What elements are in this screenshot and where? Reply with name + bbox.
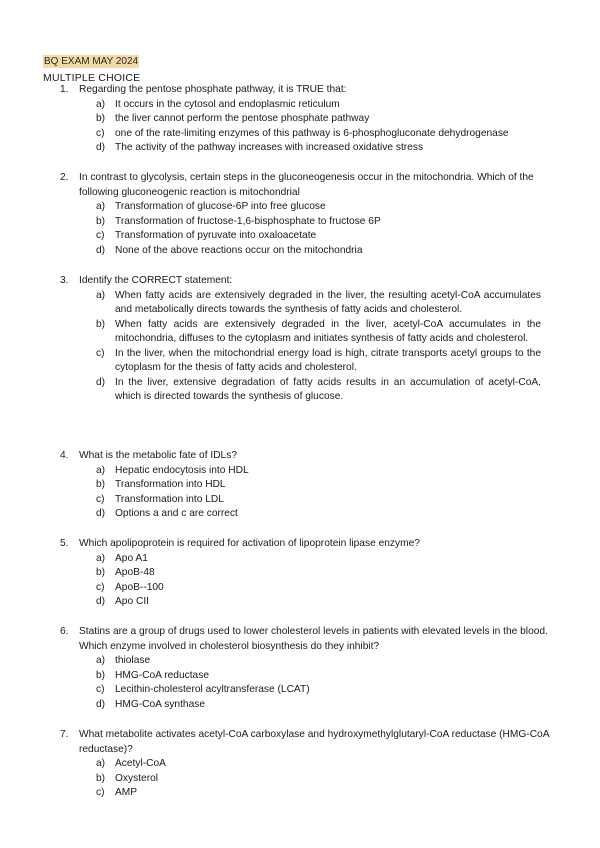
question-6 — [60, 625, 560, 712]
question-4 — [60, 449, 560, 522]
option-d[interactable] — [96, 376, 560, 405]
option-c[interactable] — [96, 127, 560, 142]
option-text: AMP — [115, 787, 138, 798]
option-label: d) — [96, 376, 106, 388]
question-text: What is the metabolic fate of IDLs? — [79, 450, 237, 461]
option-a[interactable] — [96, 200, 560, 215]
option-text: Oxysterol — [115, 772, 159, 784]
question-number: 3. — [60, 275, 69, 286]
option-label: c) — [96, 581, 105, 593]
question-3 — [60, 274, 560, 405]
option-text: Transformation of fructose-1,6-bisphosphate to fructose 6P — [115, 215, 381, 227]
question-text: Identify the CORRECT statement: — [79, 275, 233, 286]
option-label: c) — [96, 127, 105, 139]
option-a[interactable] — [96, 552, 560, 567]
option-text: HMG-CoA synthase — [115, 698, 206, 710]
option-d[interactable] — [96, 698, 560, 713]
option-label: d) — [96, 142, 106, 153]
option-label: d) — [96, 244, 106, 256]
option-d[interactable] — [96, 141, 560, 156]
option-label: b) — [96, 215, 106, 227]
option-label: a) — [96, 201, 106, 212]
exam-title: BQ EXAM MAY 2024 — [44, 56, 139, 67]
option-label: c) — [96, 787, 105, 798]
option-text: Acetyl-CoA — [115, 758, 166, 769]
question-number: 2. — [60, 172, 69, 183]
option-text: Options a and c are correct — [115, 508, 238, 519]
option-label: d) — [96, 596, 106, 607]
exam-header — [43, 55, 140, 85]
option-a[interactable] — [96, 98, 560, 113]
question-number: 4. — [60, 450, 69, 461]
option-text: In the liver, extensive degradation of fatty acids results in an accumulation of acetyl-CoA, which is directed towards the synthesis of glucose. — [115, 376, 541, 402]
option-c[interactable] — [96, 786, 560, 801]
option-a[interactable] — [96, 289, 560, 318]
option-list — [96, 98, 560, 156]
option-text: Transformation of glucose-6P into free glucose — [115, 201, 326, 212]
option-text: In the liver, when the mitochondrial energy load is high, citrate transports acetyl groups to the cytoplasm for the thesis of fatty acids and cholesterol. — [115, 347, 541, 373]
option-label: c) — [96, 230, 105, 241]
question-2 — [60, 171, 560, 258]
option-c[interactable] — [96, 581, 560, 596]
option-label: b) — [96, 318, 106, 330]
question-number: 6. — [60, 626, 69, 637]
option-label: a) — [96, 655, 106, 666]
option-c[interactable] — [96, 493, 560, 508]
option-c[interactable] — [96, 347, 560, 376]
option-a[interactable] — [96, 654, 560, 669]
option-label: d) — [96, 508, 106, 519]
option-b[interactable] — [96, 669, 560, 684]
option-text: Apo CII — [115, 596, 149, 607]
option-label: b) — [96, 772, 106, 784]
option-d[interactable] — [96, 595, 560, 610]
option-text: The activity of the pathway increases with increased oxidative stress — [115, 142, 424, 153]
option-list — [96, 552, 560, 610]
question-text: Statins are a group of drugs used to lower cholesterol levels in patients with elevated levels in the blood. Which enzyme involved in cholesterol biosynthesis do they inhibit? — [79, 626, 548, 652]
option-label: a) — [96, 552, 106, 564]
option-b[interactable] — [96, 112, 560, 127]
option-text: It occurs in the cytosol and endoplasmic reticulum — [115, 98, 340, 110]
question-text: What metabolite activates acetyl-CoA carboxylase and hydroxymethylglutaryl-CoA reductase (HMG-CoA reductase)? — [79, 729, 549, 755]
option-b[interactable] — [96, 772, 560, 787]
option-b[interactable] — [96, 318, 560, 347]
option-c[interactable] — [96, 229, 560, 244]
option-label: a) — [96, 758, 106, 769]
option-list — [96, 654, 560, 712]
option-a[interactable] — [96, 464, 560, 479]
option-list — [96, 757, 560, 801]
option-label: a) — [96, 464, 106, 476]
section-heading: MULTIPLE CHOICE — [43, 71, 141, 84]
question-number: 1. — [60, 84, 69, 95]
question-7 — [60, 728, 560, 801]
option-a[interactable] — [96, 757, 560, 772]
option-label: c) — [96, 684, 105, 695]
option-text: When fatty acids are extensively degraded in the liver, the resulting acetyl-CoA accumulates and metabolically directs towards the synthesis of fatty acids and cholesterol. — [115, 289, 541, 315]
option-c[interactable] — [96, 683, 560, 698]
option-text: HMG-CoA reductase — [115, 669, 209, 681]
option-text: Transformation of pyruvate into oxaloacetate — [115, 230, 317, 241]
option-text: Apo A1 — [115, 552, 148, 564]
question-1 — [60, 83, 560, 156]
option-label: b) — [96, 669, 106, 681]
option-b[interactable] — [96, 215, 560, 230]
option-list — [96, 289, 560, 405]
option-label: c) — [96, 493, 105, 505]
option-label: b) — [96, 567, 106, 578]
option-text: the liver cannot perform the pentose phosphate pathway — [115, 113, 370, 124]
option-text: ApoB--100 — [115, 581, 164, 593]
option-text: Transformation into LDL — [115, 493, 224, 505]
option-text: Lecithin-cholesterol acyltransferase (LCAT) — [115, 684, 310, 695]
question-text: Which apolipoprotein is required for activation of lipoprotein lipase enzyme? — [79, 538, 420, 549]
option-label: c) — [96, 347, 105, 359]
option-text: None of the above reactions occur on the mitochondria — [115, 244, 363, 256]
question-number: 7. — [60, 729, 69, 740]
option-list — [96, 464, 560, 522]
option-text: When fatty acids are extensively degraded in the liver, acetyl-CoA accumulates in the mitochondria, diffuses to the cytoplasm and initiates synthesis of fatty acids and cholesterol. — [115, 318, 541, 344]
option-text: Hepatic endocytosis into HDL — [115, 464, 249, 476]
question-number: 5. — [60, 538, 69, 549]
option-b[interactable] — [96, 566, 560, 581]
option-d[interactable] — [96, 244, 560, 259]
option-text: thiolase — [115, 655, 151, 666]
option-label: d) — [96, 698, 106, 710]
option-label: b) — [96, 113, 106, 124]
option-d[interactable] — [96, 507, 560, 522]
question-text: In contrast to glycolysis, certain steps in the gluconeogenesis occur in the mitochondria. Which of the following gluconeogenic reaction is mitochondrial — [79, 172, 534, 198]
option-label: b) — [96, 479, 106, 490]
option-text: one of the rate-limiting enzymes of this pathway is 6-phosphogluconate dehydrogenase — [115, 127, 509, 139]
option-label: a) — [96, 98, 106, 110]
option-text: ApoB-48 — [115, 567, 155, 578]
question-text: Regarding the pentose phosphate pathway, it is TRUE that: — [79, 84, 347, 95]
option-text: Transformation into HDL — [115, 479, 226, 490]
option-b[interactable] — [96, 478, 560, 493]
question-5 — [60, 537, 560, 610]
option-list — [96, 200, 560, 258]
option-label: a) — [96, 289, 106, 301]
